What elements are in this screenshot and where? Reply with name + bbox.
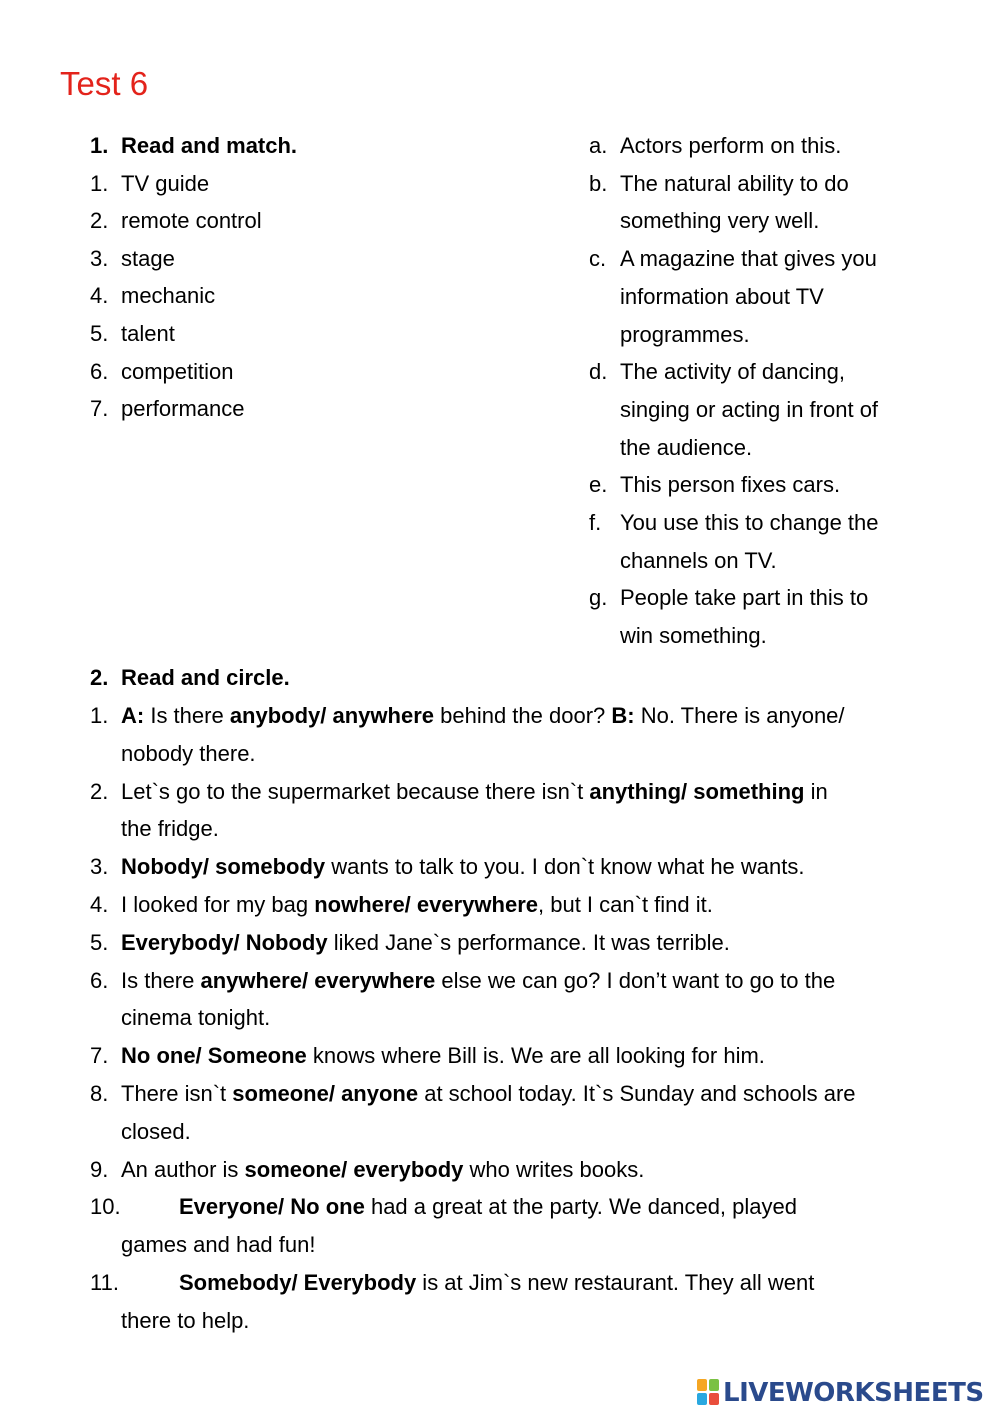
sentence-text: had a great at the party. We danced, played bbox=[364, 1194, 797, 1220]
circle-item-line bbox=[121, 999, 270, 1037]
circle-item-line bbox=[90, 697, 845, 735]
definition-text: win something. bbox=[620, 623, 767, 649]
match-word-item bbox=[90, 165, 209, 203]
item-number: 2. bbox=[90, 208, 109, 233]
match-word: remote control bbox=[121, 208, 262, 233]
sentence-text: who writes books. bbox=[463, 1156, 645, 1182]
item-number: 1. bbox=[90, 703, 109, 728]
match-word: competition bbox=[121, 359, 234, 384]
item-number: 1. bbox=[90, 171, 109, 196]
sentence-text: games and had fun! bbox=[121, 1232, 316, 1258]
sentence-text: behind the door? bbox=[434, 703, 612, 728]
definition-line bbox=[620, 278, 824, 316]
item-number: 6. bbox=[90, 967, 109, 993]
answer-choices: Nobody/ somebody bbox=[121, 854, 326, 880]
circle-item-line bbox=[121, 810, 219, 848]
match-word: performance bbox=[121, 396, 245, 421]
sentence-text: Is there bbox=[121, 967, 201, 993]
definition-text: The activity of dancing, bbox=[620, 359, 846, 385]
logo-text: LIVEWORKSHEETS bbox=[723, 1378, 984, 1408]
match-word: mechanic bbox=[121, 283, 216, 308]
item-number: 4. bbox=[90, 283, 109, 308]
sentence-text: closed. bbox=[121, 1118, 191, 1144]
answer-choices: Everyone/ No one bbox=[179, 1194, 365, 1220]
answer-choices: Somebody/ Everybody bbox=[179, 1270, 417, 1295]
definition-line bbox=[620, 542, 777, 580]
sentence-text: else we can go? I don’t want to go to the bbox=[435, 967, 836, 993]
sentence-text: liked Jane`s performance. It was terrible. bbox=[327, 929, 730, 955]
answer-choices: A: bbox=[121, 703, 145, 728]
definition-line bbox=[589, 165, 849, 203]
definition-letter: g. bbox=[589, 585, 608, 611]
liveworksheets-logo[interactable] bbox=[697, 1376, 984, 1410]
item-number: 5. bbox=[90, 321, 109, 346]
item-number: 3. bbox=[90, 246, 109, 271]
match-word: talent bbox=[121, 321, 175, 346]
definition-line bbox=[589, 466, 840, 504]
match-word: TV guide bbox=[121, 171, 210, 196]
sentence-text: cinema tonight. bbox=[121, 1005, 271, 1031]
definition-line bbox=[620, 316, 750, 354]
item-number: 4. bbox=[90, 892, 109, 917]
sentence-text: the fridge. bbox=[121, 816, 219, 842]
item-number: 10. bbox=[90, 1194, 121, 1220]
definition-text: something very well. bbox=[620, 208, 820, 234]
answer-choices: someone/ anyone bbox=[232, 1081, 419, 1106]
sentence-text: , but I can`t find it. bbox=[538, 892, 713, 917]
circle-item-line bbox=[121, 1302, 249, 1340]
match-word-item bbox=[90, 277, 215, 315]
answer-choices: someone/ everybody bbox=[244, 1156, 464, 1182]
section-number: 1. bbox=[90, 133, 109, 158]
item-number: 5. bbox=[90, 929, 109, 955]
definition-letter: a. bbox=[589, 133, 608, 158]
sentence-text: There isn`t bbox=[121, 1081, 233, 1106]
definition-line bbox=[589, 579, 868, 617]
answer-choices: Everybody/ Nobody bbox=[121, 929, 328, 955]
answer-choices: anywhere/ everywhere bbox=[200, 967, 436, 993]
match-word-item bbox=[90, 202, 262, 240]
circle-item-line bbox=[90, 848, 804, 886]
match-word-item bbox=[90, 240, 175, 278]
answer-choices: nowhere/ everywhere bbox=[314, 892, 538, 917]
sentence-text: An author is bbox=[121, 1156, 245, 1182]
sentence-text: knows where Bill is. We are all looking for him. bbox=[306, 1043, 765, 1069]
circle-item-line bbox=[90, 1264, 814, 1302]
item-number: 2. bbox=[90, 778, 109, 804]
sentence-text: at school today. It`s Sunday and schools are bbox=[418, 1081, 856, 1106]
definition-text: The natural ability to do bbox=[620, 170, 849, 196]
item-number: 6. bbox=[90, 359, 109, 384]
item-number: 9. bbox=[90, 1156, 109, 1182]
definition-text: information about TV bbox=[620, 283, 824, 309]
definition-line bbox=[589, 504, 879, 542]
item-number: 3. bbox=[90, 854, 109, 880]
definition-line bbox=[620, 391, 878, 429]
section-2-heading bbox=[90, 659, 290, 697]
sentence-text: I looked for my bag bbox=[121, 892, 315, 917]
definition-text: A magazine that gives you bbox=[620, 246, 877, 272]
definition-text: singing or acting in front of bbox=[620, 396, 879, 422]
definition-line bbox=[589, 127, 841, 165]
sentence-text: Is there bbox=[144, 703, 230, 728]
match-word: stage bbox=[121, 246, 175, 271]
answer-choices: anything/ something bbox=[589, 778, 805, 804]
answer-choices: B: bbox=[611, 703, 635, 728]
item-number: 11. bbox=[90, 1270, 119, 1295]
sentence-text: nobody there. bbox=[121, 740, 256, 766]
definition-letter: f. bbox=[589, 510, 602, 535]
section-heading: Read and match. bbox=[121, 133, 298, 158]
sentence-text: there to help. bbox=[121, 1307, 250, 1333]
definition-text: the audience. bbox=[620, 434, 753, 460]
definition-letter: c. bbox=[589, 246, 607, 272]
circle-item-line bbox=[121, 1226, 315, 1264]
sentence-text: in bbox=[804, 778, 828, 804]
match-word-item bbox=[90, 315, 175, 353]
definition-text: You use this to change the bbox=[620, 510, 879, 535]
definition-line bbox=[620, 617, 767, 655]
definition-line bbox=[620, 202, 819, 240]
definition-letter: b. bbox=[589, 170, 608, 196]
definition-letter: d. bbox=[589, 359, 608, 385]
circle-item-line bbox=[90, 1151, 644, 1189]
circle-item-line bbox=[121, 735, 256, 773]
answer-choices: No one/ Someone bbox=[121, 1043, 307, 1069]
circle-item-line bbox=[90, 1037, 765, 1075]
item-number: 8. bbox=[90, 1081, 109, 1106]
circle-item-line bbox=[121, 1113, 191, 1151]
section-heading: Read and circle. bbox=[121, 665, 290, 690]
answer-choices: anybody/ anywhere bbox=[229, 703, 434, 728]
sentence-text: wants to talk to you. I don`t know what he wants. bbox=[325, 854, 805, 880]
definition-text: programmes. bbox=[620, 321, 750, 347]
definition-line bbox=[589, 240, 877, 278]
sentence-text: Let`s go to the supermarket because there isn`t bbox=[121, 778, 590, 804]
circle-item-line bbox=[90, 1075, 856, 1113]
definition-line bbox=[620, 429, 752, 467]
section-number: 2. bbox=[90, 665, 109, 690]
definition-text: People take part in this to bbox=[620, 585, 869, 611]
sentence-text: is at Jim`s new restaurant. They all went bbox=[416, 1270, 815, 1295]
liveworksheets-logo-icon bbox=[697, 1379, 721, 1407]
page-title: Test 6 bbox=[60, 65, 149, 102]
match-word-item bbox=[90, 353, 234, 391]
item-number: 7. bbox=[90, 1043, 109, 1069]
sentence-text: No. There is anyone/ bbox=[634, 703, 845, 728]
definition-text: Actors perform on this. bbox=[620, 133, 842, 158]
section-1-heading bbox=[90, 127, 297, 165]
definition-letter: e. bbox=[589, 472, 608, 498]
circle-item-line bbox=[90, 962, 835, 1000]
circle-item-line bbox=[90, 924, 730, 962]
match-word-item bbox=[90, 390, 245, 428]
item-number: 7. bbox=[90, 396, 109, 421]
circle-item-line bbox=[90, 1188, 797, 1226]
circle-item-line bbox=[90, 773, 828, 811]
definition-text: This person fixes cars. bbox=[620, 472, 841, 498]
circle-item-line bbox=[90, 886, 713, 924]
definition-text: channels on TV. bbox=[620, 547, 777, 573]
definition-line bbox=[589, 353, 845, 391]
